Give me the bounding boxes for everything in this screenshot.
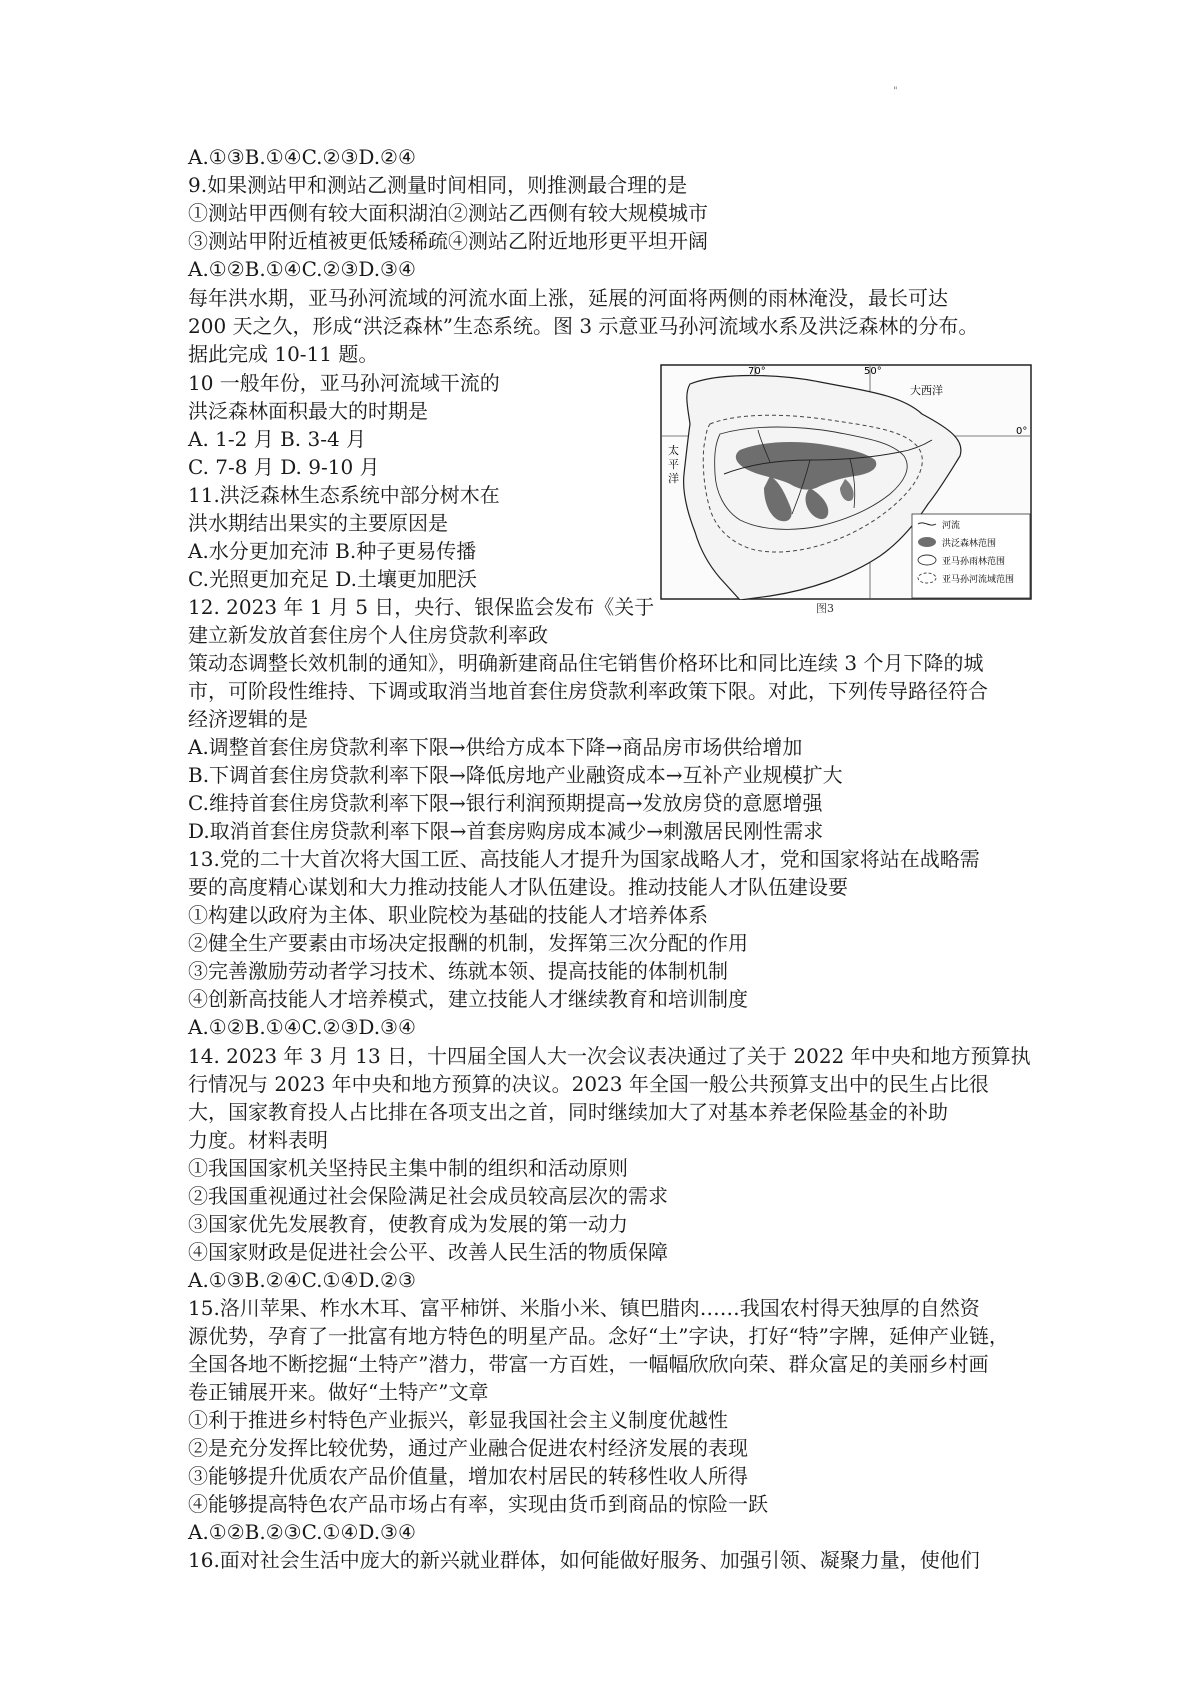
- q9-statement-2: ③测站甲附近植被更低矮稀疏④测站乙附近地形更平坦开阔: [188, 229, 708, 253]
- q15-options: A.①②B.②③C.①④D.③④: [188, 1520, 416, 1544]
- q13-statement-1: ①构建以政府为主体、职业院校为基础的技能人才培养体系: [188, 903, 708, 927]
- q11-options-1: A.水分更加充沛 B.种子更易传播: [188, 539, 477, 563]
- corner-mark: ": [893, 86, 898, 97]
- q10-stem-1: 10 一般年份，亚马孙河流域干流的: [188, 371, 500, 395]
- q11-stem-2: 洪水期结出果实的主要原因是: [188, 511, 448, 535]
- q14-stem-1: 14. 2023 年 3 月 13 日，十四届全国人大一次会议表决通过了关于 2022 年中央和地方预算执: [188, 1044, 1031, 1068]
- q12-stem-4: 市，可阶段性维持、下调或取消当地首套住房贷款利率政策下限。对此，下列传导路径符合: [188, 679, 988, 703]
- amazon-map: [660, 364, 1032, 600]
- q12-stem-5: 经济逻辑的是: [188, 707, 308, 731]
- q12-option-b: B.下调首套住房贷款利率下限→降低房地产业融资成本→互补产业规模扩大: [188, 763, 843, 787]
- q15-statement-4: ④能够提高特色农产品市场占有率，实现由货币到商品的惊险一跃: [188, 1492, 768, 1516]
- q10-stem-2: 洪泛森林面积最大的时期是: [188, 399, 428, 423]
- q12-option-a: A.调整首套住房贷款利率下限→供给方成本下降→商品房市场供给增加: [188, 735, 803, 759]
- map-pacific-label-2: 平: [668, 458, 679, 471]
- q14-stem-3: 大，国家教育投人占比排在各项支出之首，同时继续加大了对基本养老保险基金的补助: [188, 1100, 948, 1124]
- q13-stem-2: 要的高度精心谋划和大力推动技能人才队伍建设。推动技能人才队伍建设要: [188, 875, 848, 899]
- q15-statement-2: ②是充分发挥比较优势，通过产业融合促进农村经济发展的表现: [188, 1436, 748, 1460]
- q9-stem: 9.如果测站甲和测站乙测量时间相同，则推测最合理的是: [188, 173, 688, 197]
- map-legend-flooded-forest: 洪泛森林范围: [942, 539, 997, 549]
- q15-stem-1: 15.洛川苹果、柞水木耳、富平柿饼、米脂小米、镇巴腊肉……我国农村得天独厚的自然资: [188, 1296, 980, 1320]
- q11-stem-1: 11.洪泛森林生态系统中部分树木在: [188, 483, 500, 507]
- map-legend-river: 河流: [942, 521, 961, 531]
- q8-options: A.①③B.①④C.②③D.②④: [188, 145, 416, 169]
- q15-statement-1: ①利于推进乡村特色产业振兴，彰显我国社会主义制度优越性: [188, 1408, 728, 1432]
- q13-statement-4: ④创新高技能人才培养模式，建立技能人才继续教育和培训制度: [188, 987, 748, 1011]
- q9-options: A.①②B.①④C.②③D.③④: [188, 257, 416, 281]
- q13-statement-3: ③完善激励劳动者学习技术、练就本领、提高技能的体制机制: [188, 959, 728, 983]
- q13-options: A.①②B.①④C.②③D.③④: [188, 1015, 416, 1039]
- q13-statement-2: ②健全生产要素由市场决定报酬的机制，发挥第三次分配的作用: [188, 931, 748, 955]
- map-pacific-label-3: 洋: [668, 472, 679, 485]
- q14-stem-2: 行情况与 2023 年中央和地方预算的决议。2023 年全国一般公共预算支出中的民生占比很: [188, 1072, 989, 1096]
- q12-stem-3: 策动态调整长效机制的通知》，明确新建商品住宅销售价格环比和同比连续 3 个月下降的城: [188, 651, 984, 675]
- map-lon-70: 70°: [748, 366, 766, 377]
- map-legend-rainforest: 亚马孙雨林范围: [942, 557, 1006, 567]
- q14-statement-3: ③国家优先发展教育，使教育成为发展的第一动力: [188, 1212, 628, 1236]
- q13-stem-1: 13.党的二十大首次将大国工匠、高技能人才提升为国家战略人才，党和国家将站在战略需: [188, 847, 980, 871]
- q12-option-d: D.取消首套住房贷款利率下限→首套房购房成本减少→刺激居民刚性需求: [188, 819, 824, 843]
- q14-statement-1: ①我国国家机关坚持民主集中制的组织和活动原则: [188, 1156, 628, 1180]
- map-legend-basin: 亚马孙河流域范围: [942, 575, 1015, 585]
- q15-stem-2: 源优势，孕育了一批富有地方特色的明星产品。念好“土”字诀，打好“特”字牌，延伸产业链，: [188, 1324, 1009, 1348]
- q12-option-c: C.维持首套住房贷款利率下限→银行利润预期提高→发放房贷的意愿增强: [188, 791, 823, 815]
- map-atlantic-label: 大西洋: [910, 384, 943, 397]
- q15-stem-3: 全国各地不断挖掘“土特产”潜力，带富一方百姓，一幅幅欣欣向荣、群众富足的美丽乡村画: [188, 1352, 989, 1376]
- intro-line-2: 200 天之久，形成“洪泛森林”生态系统。图 3 示意亚马孙河流域水系及洪泛森林的分布。: [188, 314, 979, 338]
- intro-line-3: 据此完成 10-11 题。: [188, 342, 379, 366]
- q15-stem-4: 卷正铺展开来。做好“土特产”文章: [188, 1380, 489, 1404]
- q10-options-1: A. 1-2 月 B. 3-4 月: [188, 427, 367, 451]
- map-lon-50: 50°: [864, 366, 882, 377]
- map-lat-0: 0°: [1016, 426, 1028, 437]
- q14-statement-2: ②我国重视通过社会保险满足社会成员较高层次的需求: [188, 1184, 668, 1208]
- q10-options-2: C. 7-8 月 D. 9-10 月: [188, 455, 380, 479]
- map-caption: 图3: [816, 602, 834, 615]
- q14-options: A.①③B.②④C.①④D.②③: [188, 1268, 416, 1292]
- q16-stem-1: 16.面对社会生活中庞大的新兴就业群体，如何能做好服务、加强引领、凝聚力量，使他们: [188, 1548, 980, 1572]
- q9-statement-1: ①测站甲西侧有较大面积湖泊②测站乙西侧有较大规模城市: [188, 201, 708, 225]
- q15-statement-3: ③能够提升优质农产品价值量，增加农村居民的转移性收人所得: [188, 1464, 748, 1488]
- q11-options-2: C.光照更加充足 D.土壤更加肥沃: [188, 567, 477, 591]
- intro-line-1: 每年洪水期，亚马孙河流域的河流水面上涨，延展的河面将两侧的雨林淹没，最长可达: [188, 286, 948, 310]
- q12-stem-2: 建立新发放首套住房个人住房贷款利率政: [188, 623, 548, 647]
- q14-statement-4: ④国家财政是促进社会公平、改善人民生活的物质保障: [188, 1240, 668, 1264]
- map-pacific-label-1: 太: [668, 444, 679, 457]
- q12-stem-1: 12. 2023 年 1 月 5 日，央行、银保监会发布《关于: [188, 595, 655, 619]
- q14-stem-4: 力度。材料表明: [188, 1128, 328, 1152]
